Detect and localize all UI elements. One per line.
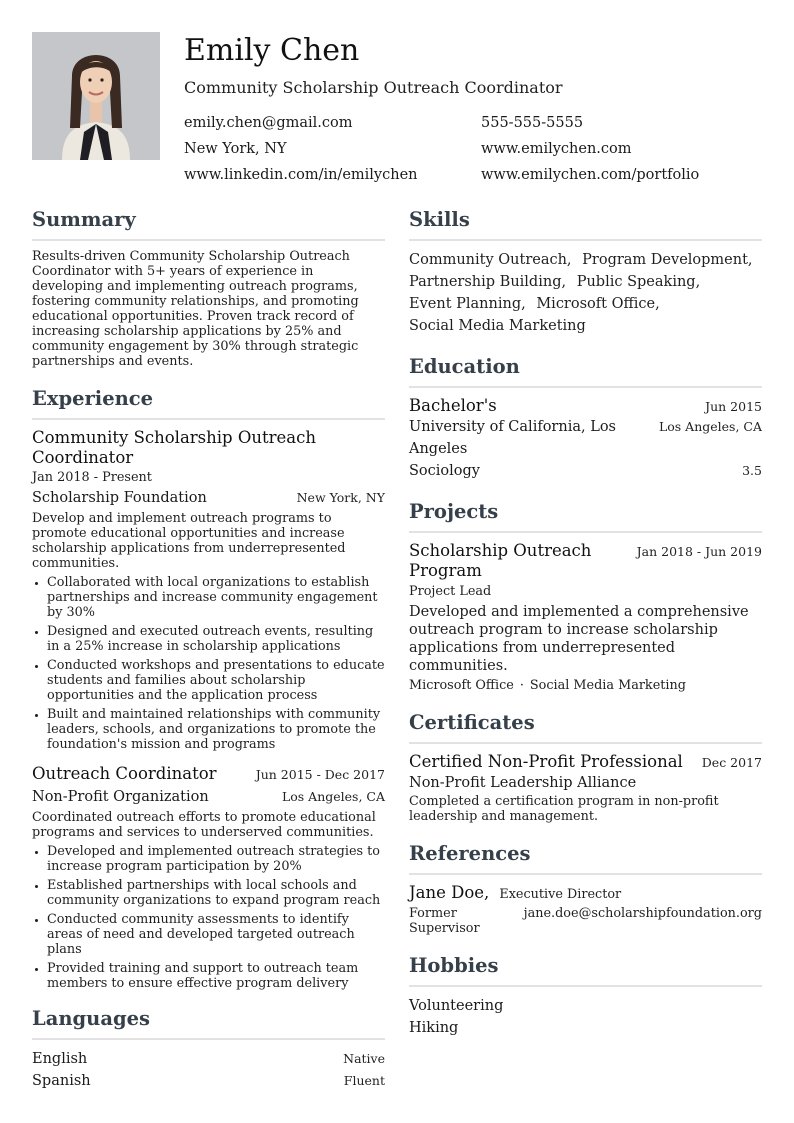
project-tool: Microsoft Office: [409, 678, 514, 693]
job-company-row: [32, 786, 385, 808]
reference-name-row: [409, 883, 762, 903]
certificates-section: [409, 709, 762, 824]
project-title-row: [409, 541, 762, 581]
language-level: Native: [343, 1051, 385, 1066]
divider: [32, 1038, 385, 1040]
hobby-item: Hiking: [409, 1020, 459, 1036]
skill-item: Social Media Marketing: [409, 318, 586, 334]
job-bullet: • Established partnerships with local schools and community organizations to expand program reach: [47, 878, 385, 908]
job-company: Scholarship Foundation: [32, 490, 207, 506]
reference-title: Executive Director: [499, 887, 622, 902]
hobby-item: Volunteering: [409, 998, 504, 1014]
references-section: [409, 840, 762, 936]
certificate-name: Certified Non-Profit Professional: [409, 752, 683, 771]
project-tools: [409, 678, 762, 693]
job-dates: Jan 2018 - Present: [32, 470, 152, 485]
skill-item: Public Speaking,: [576, 274, 701, 290]
separator-dot: ·: [519, 678, 524, 693]
certificates-heading: Certificates: [409, 711, 535, 734]
divider: [409, 985, 762, 987]
divider: [32, 239, 385, 241]
divider: [409, 386, 762, 388]
skills-list: [409, 249, 762, 337]
language-row: [32, 1048, 385, 1070]
right-column: [409, 206, 762, 1055]
divider: [409, 873, 762, 875]
contact-location: New York, NY: [184, 141, 287, 157]
summary-heading: Summary: [32, 208, 136, 231]
language-name: Spanish: [32, 1073, 91, 1089]
project-description: Developed and implemented a comprehensive outreach program to increase scholarship applications from underrepresented communities.: [409, 604, 749, 674]
project-name: Scholarship Outreach Program: [409, 541, 592, 580]
job-title: Community Scholarship Outreach Coordinator: [32, 428, 317, 467]
job-location: New York, NY: [296, 490, 385, 505]
experience-heading: Experience: [32, 387, 154, 410]
languages-section: [32, 1005, 385, 1092]
left-column: [32, 206, 385, 1108]
job-bullets: [32, 844, 385, 991]
contact-portfolio[interactable]: www.emilychen.com/portfolio: [481, 167, 700, 183]
reference-relation: Former Supervisor: [409, 906, 480, 936]
job-bullet: • Conducted community assessments to identify areas of need and developed targeted outreach plans: [47, 912, 385, 957]
education-date: Jun 2015: [705, 399, 762, 414]
project-dates: Jan 2018 - Jun 2019: [636, 544, 762, 559]
education-section: [409, 353, 762, 482]
experience-section: [32, 385, 385, 991]
summary-text: Results-driven Community Scholarship Outreach Coordinator with 5+ years of experience in developing and implementing outreach programs, fostering community relationships, and promoting educational opportunities. Proven track record of increasing scholarship applications by 25% and community engagement by 30% through strategic partnerships and events.: [32, 249, 359, 369]
job-title-row: [32, 764, 385, 784]
contact-phone[interactable]: 555-555-5555: [481, 115, 584, 131]
projects-heading: Projects: [409, 500, 499, 523]
education-school-row: [409, 416, 762, 460]
job-bullet: • Designed and executed outreach events, resulting in a 25% increase in scholarship applications: [47, 624, 385, 654]
contact-website[interactable]: www.emilychen.com: [481, 141, 632, 157]
divider: [409, 239, 762, 241]
certificate-issuer: Non-Profit Leadership Alliance: [409, 775, 637, 791]
job-bullet: • Collaborated with local organizations to establish partnerships and increase community engagement by 30%: [47, 575, 385, 620]
skill-item: Event Planning,: [409, 296, 526, 312]
education-degree: Bachelor's: [409, 396, 497, 415]
skill-item: Microsoft Office,: [536, 296, 660, 312]
projects-section: [409, 498, 762, 693]
contact-linkedin[interactable]: www.linkedin.com/in/emilychen: [184, 167, 418, 183]
job-title: Outreach Coordinator: [32, 764, 217, 783]
reference-name: Jane Doe,: [409, 883, 490, 902]
hobbies-section: [409, 952, 762, 1039]
candidate-name: Emily Chen: [184, 33, 360, 68]
skills-section: [409, 206, 762, 337]
job-entry: [32, 764, 385, 991]
reference-email[interactable]: jane.doe@scholarshipfoundation.org: [523, 906, 762, 921]
divider: [409, 742, 762, 744]
skill-item: Program Development,: [582, 252, 753, 268]
contact-email[interactable]: emily.chen@gmail.com: [184, 115, 353, 131]
education-location: Los Angeles, CA: [658, 419, 762, 434]
certificate-description: Completed a certification program in non-profit leadership and management.: [409, 794, 719, 824]
skill-item: Partnership Building,: [409, 274, 567, 290]
skills-heading: Skills: [409, 208, 470, 231]
candidate-title: Community Scholarship Outreach Coordinator: [184, 78, 563, 97]
job-bullet: • Developed and implemented outreach strategies to increase program participation by 20%: [47, 844, 385, 874]
job-bullet: • Built and maintained relationships with community leaders, schools, and organizations to promote the foundation's mission and programs: [47, 707, 385, 752]
divider: [32, 418, 385, 420]
language-row: [32, 1070, 385, 1092]
profile-photo-image: [32, 32, 160, 160]
languages-heading: Languages: [32, 1007, 150, 1030]
education-field: Sociology: [409, 463, 480, 479]
job-bullet: • Conducted workshops and presentations to educate students and families about scholarship opportunities and the application process: [47, 658, 385, 703]
language-level: Fluent: [343, 1073, 385, 1088]
education-gpa: 3.5: [742, 463, 762, 478]
certificate-title-row: [409, 752, 762, 772]
job-bullet: • Provided training and support to outreach team members to ensure effective program delivery: [47, 961, 385, 991]
education-school: University of California, Los Angeles: [409, 419, 616, 457]
job-bullets: [32, 575, 385, 752]
education-field-row: [409, 460, 762, 482]
language-name: English: [32, 1051, 88, 1067]
education-heading: Education: [409, 355, 520, 378]
certificate-date: Dec 2017: [701, 755, 762, 770]
job-entry: [32, 428, 385, 752]
education-degree-row: [409, 396, 762, 416]
profile-photo: [32, 32, 160, 160]
summary-section: [32, 206, 385, 369]
job-description: Coordinated outreach efforts to promote educational programs and services to underserved communities.: [32, 810, 376, 840]
job-company-row: [32, 487, 385, 509]
hobbies-heading: Hobbies: [409, 954, 499, 977]
project-role: Project Lead: [409, 584, 492, 599]
job-location: Los Angeles, CA: [281, 789, 385, 804]
job-dates: Jun 2015 - Dec 2017: [255, 767, 385, 782]
project-tool: Social Media Marketing: [529, 678, 686, 693]
skill-item: Community Outreach,: [409, 252, 572, 268]
references-heading: References: [409, 842, 531, 865]
job-company: Non-Profit Organization: [32, 789, 209, 805]
job-description: Develop and implement outreach programs to promote educational opportunities and increase scholarship applications from underrepresented communities.: [32, 511, 346, 571]
reference-contact-row: [409, 906, 762, 936]
divider: [409, 531, 762, 533]
